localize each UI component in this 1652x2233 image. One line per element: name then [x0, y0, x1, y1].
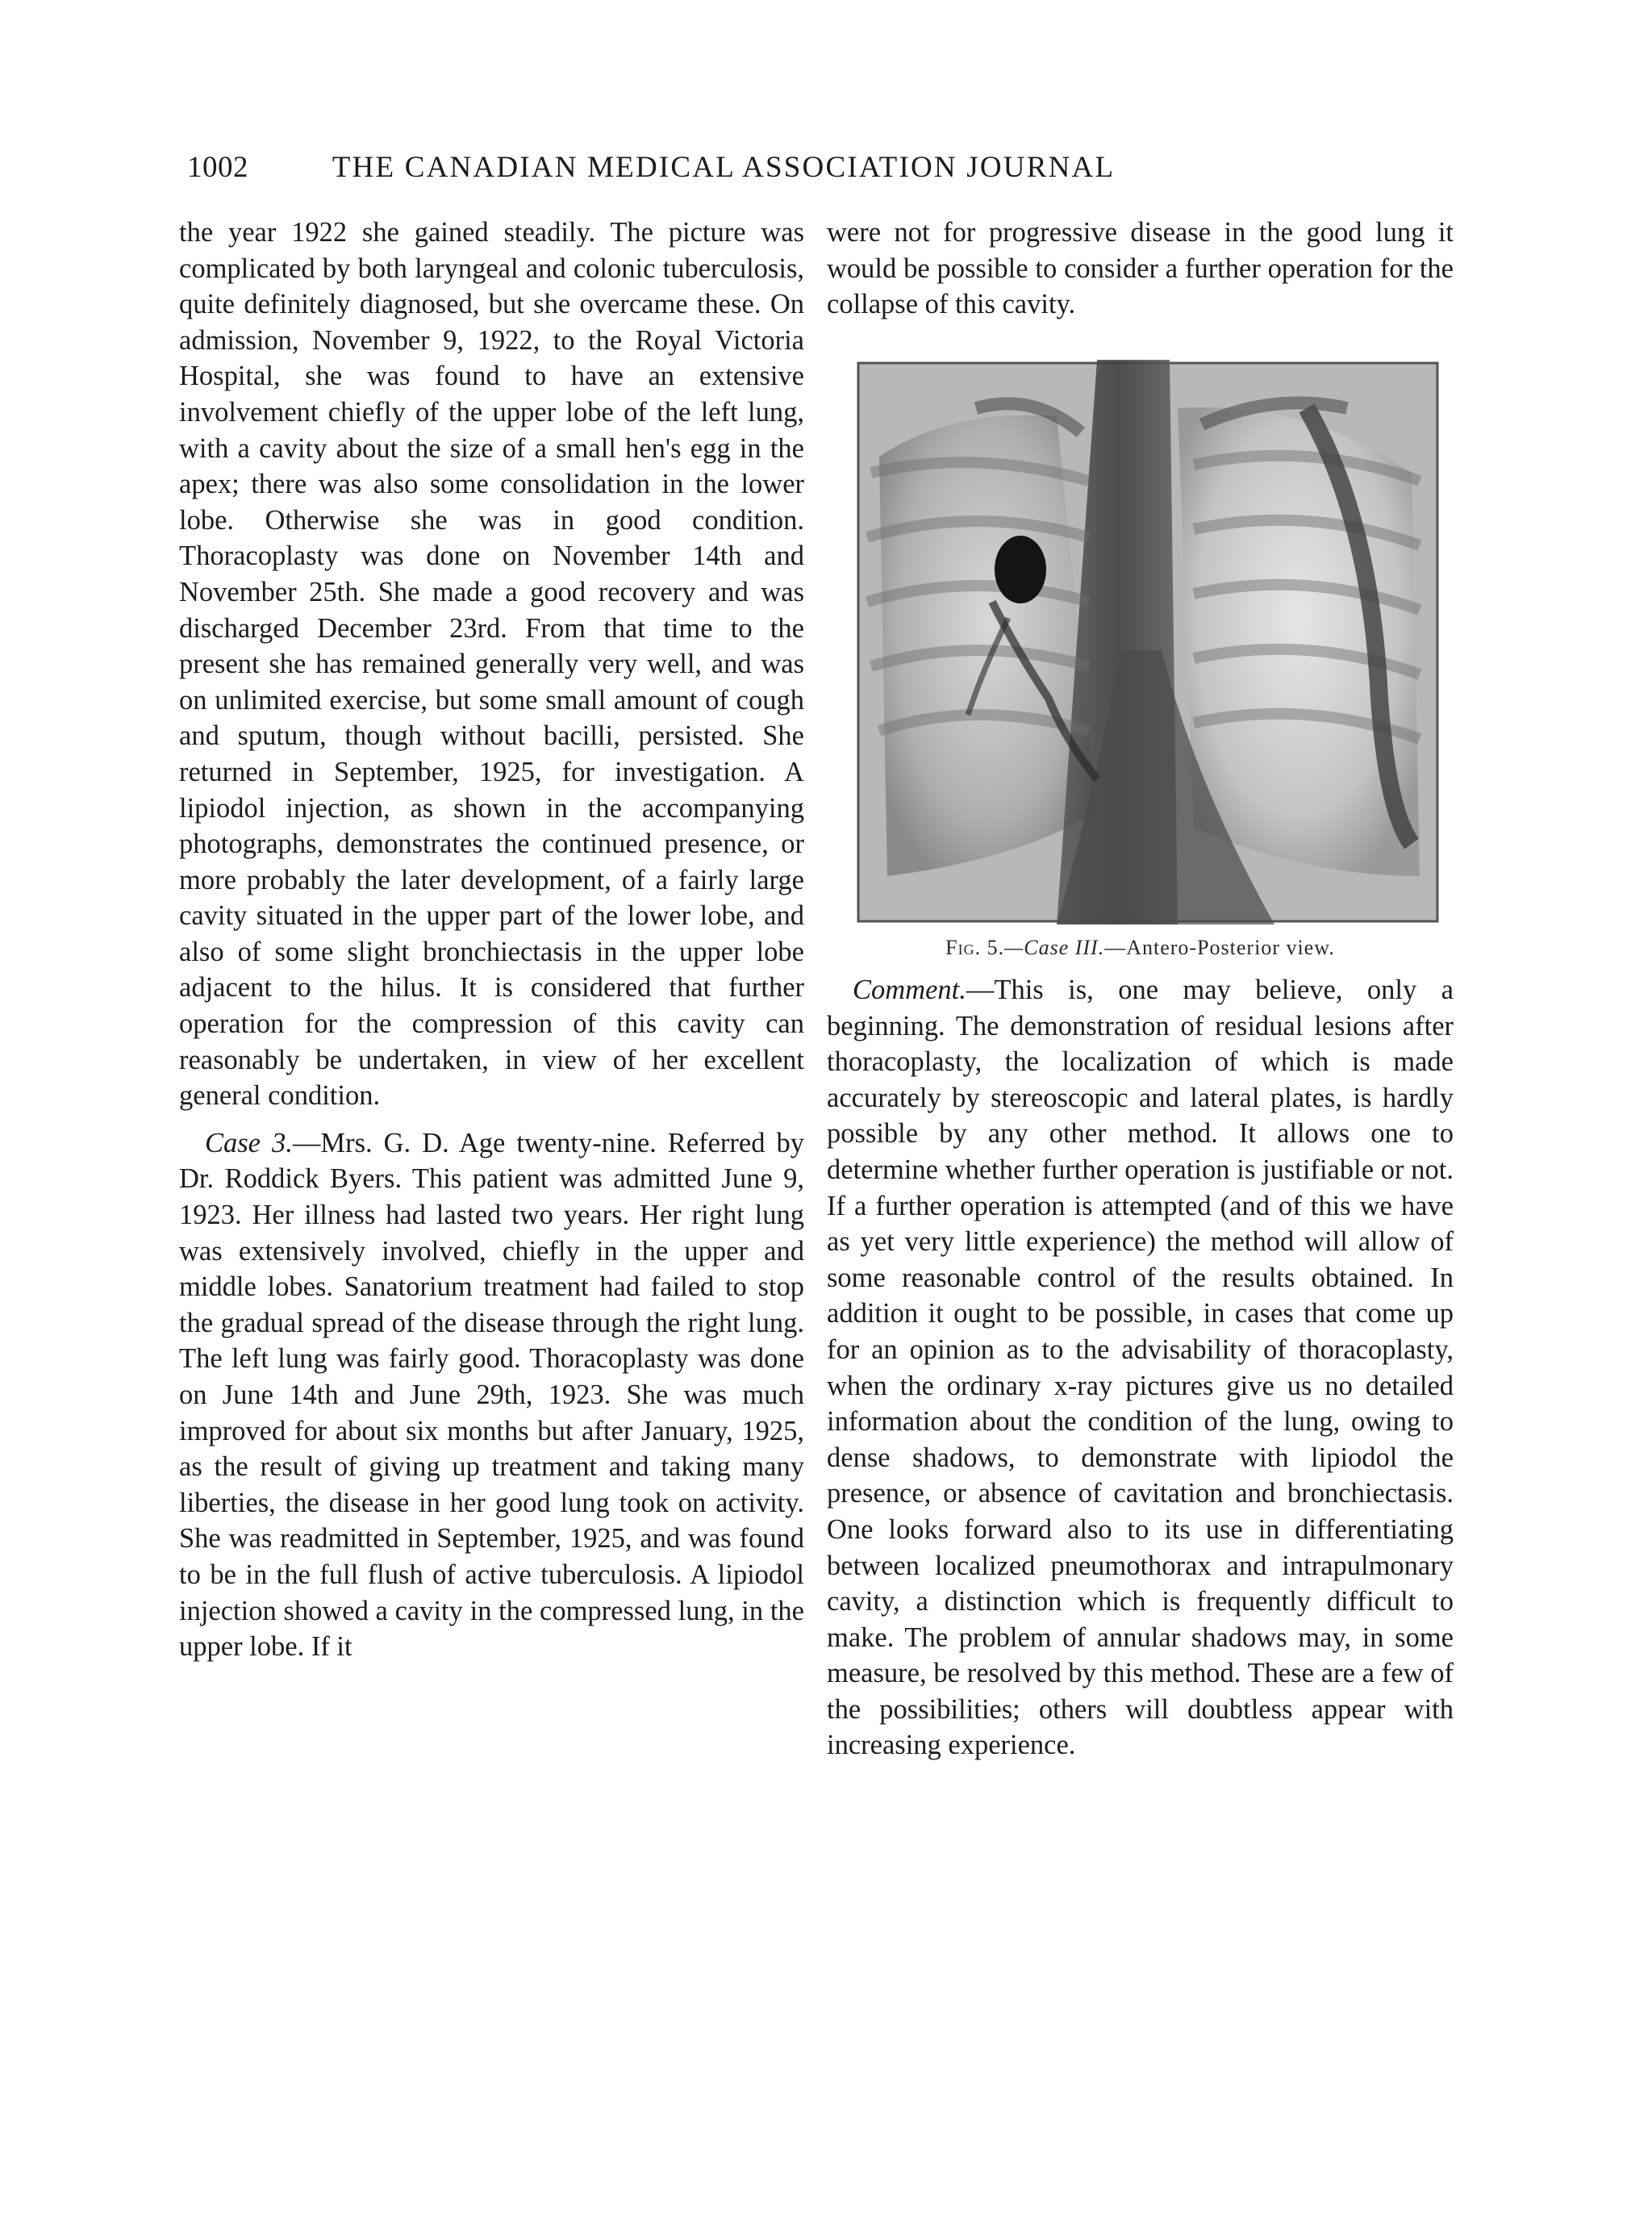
caption-view: —Antero-Posterior view. [1104, 936, 1335, 959]
case3-continuation-paragraph: were not for progressive disease in the good lung it would be possible to consider a further operation for the collapse of this cavity. [827, 217, 1454, 320]
caption-case: —Case III. [1004, 936, 1105, 959]
right-column-bottom [827, 972, 1454, 1763]
case2-continuation-paragraph: the year 1922 she gained steadily. The picture was complicated by both laryngeal and colonic tuberculosis, quite definitely diagnosed, but she overcame these. On admission, November 9, 1922, to the Royal Victoria Hospital, she was found to have an extensive involvement chiefly of the upper lobe of the left lung, with a cavity about the size of a small hen's egg in the apex; there was also some consolidation in the lower lobe. Otherwise she was in good condition. Thoracoplasty was done on November 14th and November 25th. She made a good recovery and was discharged December 23rd. From that time to the present she has remained generally very well, and was on unlimited exercise, but some small amount of cough and sputum, though without bacilli, persisted. She returned in September, 1925, for investigation. A lipiodol injection, as shown in the accompanying photographs, demonstrates the continued presence, or more probably the later development, of a fairly large cavity situated in the upper part of the lower lobe, and also of some slight bronchiectasis in the upper lobe adjacent to the hilus. It is considered that further operation for the compression of this cavity can reasonably be undertaken, in view of her excellent general condition. [179, 217, 804, 1112]
running-header [187, 150, 1228, 198]
comment-text: —This is, one may believe, only a beginning. The demonstration of residual lesions after thoracoplasty, the localization of which is made accurately by stereoscopic and lateral plates, is hardly possible by any other method. It allows one to determine whether further operation is justifiable or not. If a further operation is attempted (and of this we have as yet very little experience) the method will allow of some reasonable control of the results obtained. In addition it ought to be possible, in cases that come up for an opinion as to the advisability of thoracoplasty, when the ordinary x-ray pictures give us no detailed information about the condition of the lung, owing to dense shadows, to demonstrate with lipiodol the presence, or absence of cavitation and bronchiectasis. One looks forward also to its use in differentiating between localized pneumothorax and intrapulmonary cavity, a distinction which is frequently difficult to make. The problem of annular shadows may, in some measure, be resolved by this method. These are a few of the possibilities; others will doubtless appear with increasing experience. [827, 975, 1454, 1761]
chest-xray-image [855, 360, 1441, 925]
caption-figure-number: Fig. 5. [945, 936, 1005, 959]
case3-paragraph [179, 1125, 804, 1665]
comment-paragraph [827, 972, 1454, 1763]
page-number: 1002 [187, 151, 248, 184]
right-column-top [827, 215, 1454, 323]
left-column [179, 215, 804, 1665]
case3-lead: Case 3. [205, 1127, 293, 1158]
comment-lead: Comment. [853, 975, 966, 1005]
case3-text: —Mrs. G. D. Age twenty-nine. Referred by Dr. Roddick Byers. This patient was admitted June 9, 1923. Her illness had lasted two years. Her right lung was extensively involved, chiefly in the upper and middle lobes. Sanatorium treatment had failed to stop the gradual spread of the disease through the right lung. The left lung was fairly good. Thoracoplasty was done on June 14th and June 29th, 1923. She was much improved for about six months but after January, 1925, as the result of giving up treatment and taking many liberties, the disease in her good lung took on activity. She was readmitted in September, 1925, and was found to be in the full flush of active tuberculosis. A lipiodol injection showed a cavity in the compressed lung, in the upper lobe. If it [179, 1127, 804, 1663]
figure-caption [827, 936, 1454, 960]
journal-title: THE CANADIAN MEDICAL ASSOCIATION JOURNAL [332, 151, 1116, 184]
xray-figure [855, 360, 1441, 925]
